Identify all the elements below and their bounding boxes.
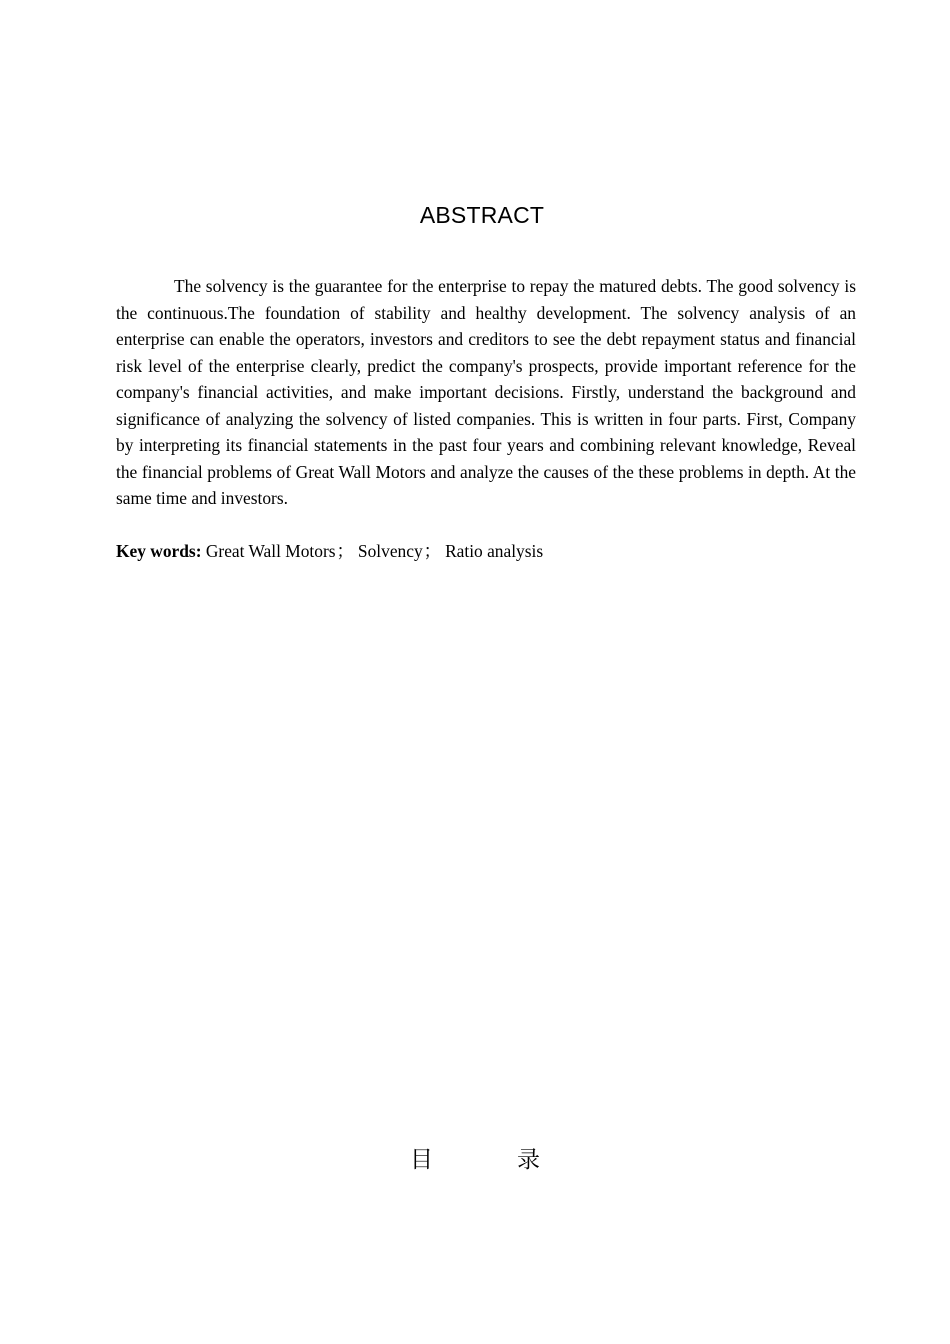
keyword-item: Ratio analysis: [445, 541, 544, 561]
abstract-paragraph: The solvency is the guarantee for the enterprise to repay the matured debts. The good solvency is the continuous.The foundation of stability and healthy development. The solvency analysis of an enterprise can enable the operators, investors and creditors to see the debt repayment status and financial risk level of the enterprise clearly, predict the company's prospects, provide important reference for the company's financial activities, and make important decisions. Firstly, understand the background and significance of analyzing the solvency of listed companies. This is written in four parts. First, Company by interpreting its financial statements in the past four years and combining relevant knowledge, Reveal the financial problems of Great Wall Motors and analyze the causes of the these problems in depth. At the same time and investors.: [116, 276, 856, 508]
toc-heading-char-2: 录: [517, 1147, 540, 1173]
keywords-label: Key words:: [116, 541, 202, 561]
keywords-line: [116, 538, 856, 565]
keyword-item: Solvency: [357, 541, 423, 561]
keyword-separator: ；: [336, 541, 354, 561]
keyword-item: Great Wall Motors: [205, 541, 336, 561]
abstract-heading: ABSTRACT: [419, 202, 545, 228]
keyword-separator: ；: [423, 541, 442, 561]
toc-heading-char-1: 目: [410, 1147, 433, 1173]
table-of-contents-heading: [0, 1144, 950, 1176]
